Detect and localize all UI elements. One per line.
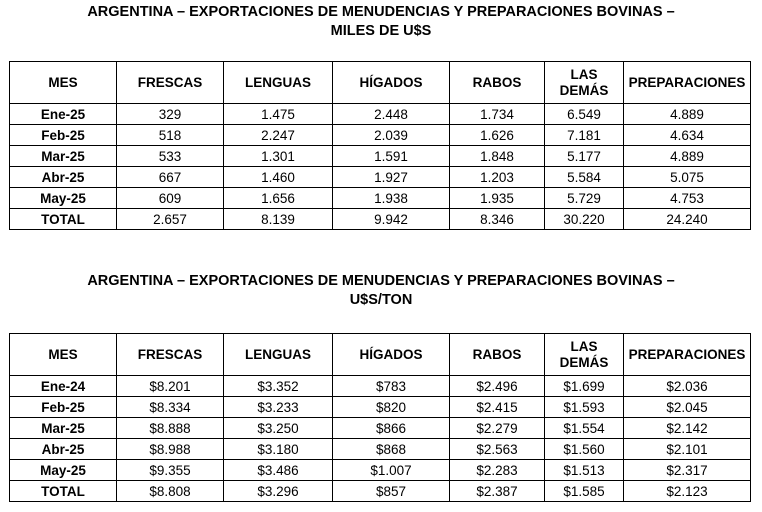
cell-preparaciones: $2.317 [624,460,751,481]
table2-title-line2: U$S/TON [349,292,413,308]
table-row [10,460,751,481]
cell-lenguas: $3.233 [224,397,333,418]
cell-frescas: 667 [117,167,224,188]
cell-lenguas: 2.247 [224,125,333,146]
cell-mes: TOTAL [10,481,117,502]
cell-rabos: 1.848 [450,146,545,167]
header-higados: HÍGADOS [333,334,450,376]
cell-higados: $783 [333,376,450,397]
cell-frescas: $8.808 [117,481,224,502]
cell-las-demas: $1.513 [545,460,624,481]
cell-lenguas: $3.486 [224,460,333,481]
header-lenguas: LENGUAS [224,334,333,376]
cell-rabos: 1.935 [450,188,545,209]
cell-frescas: 533 [117,146,224,167]
cell-mes: Feb-25 [10,397,117,418]
cell-higados: $866 [333,418,450,439]
cell-preparaciones: $2.045 [624,397,751,418]
cell-mes: TOTAL [10,209,117,230]
cell-mes: Abr-25 [10,167,117,188]
table-row [10,146,751,167]
table-row [10,104,751,125]
table-header-row [10,334,751,376]
cell-higados: 1.938 [333,188,450,209]
cell-lenguas: $3.296 [224,481,333,502]
cell-preparaciones: 24.240 [624,209,751,230]
cell-rabos: 1.203 [450,167,545,188]
cell-preparaciones: $2.123 [624,481,751,502]
total-row [10,209,751,230]
cell-preparaciones: 5.075 [624,167,751,188]
cell-frescas: $8.334 [117,397,224,418]
cell-mes: May-25 [10,460,117,481]
table1-title [0,3,762,41]
cell-lenguas: $3.180 [224,439,333,460]
cell-mes: Abr-25 [10,439,117,460]
cell-las-demas: $1.554 [545,418,624,439]
table-row [10,439,751,460]
cell-preparaciones: 4.634 [624,125,751,146]
cell-las-demas: 7.181 [545,125,624,146]
cell-preparaciones: 4.889 [624,146,751,167]
cell-lenguas: 8.139 [224,209,333,230]
cell-higados: 2.039 [333,125,450,146]
cell-lenguas: 1.301 [224,146,333,167]
cell-lenguas: 1.475 [224,104,333,125]
table-row [10,125,751,146]
table1-title-line1: ARGENTINA – EXPORTACIONES DE MENUDENCIAS Y PREPARACIONES BOVINAS – [87,4,675,20]
cell-mes: Ene-25 [10,104,117,125]
header-frescas: FRESCAS [117,62,224,104]
table-row [10,418,751,439]
total-row [10,481,751,502]
cell-rabos: $2.563 [450,439,545,460]
table-row [10,167,751,188]
cell-frescas: $8.888 [117,418,224,439]
cell-lenguas: $3.352 [224,376,333,397]
header-mes: MES [10,62,117,104]
cell-rabos: $2.415 [450,397,545,418]
cell-preparaciones: $2.101 [624,439,751,460]
table-row [10,188,751,209]
header-preparaciones: PREPARACIONES [624,62,751,104]
header-las-demas: LAS DEMÁS [545,62,624,104]
cell-frescas: 329 [117,104,224,125]
header-rabos: RABOS [450,62,545,104]
cell-higados: 9.942 [333,209,450,230]
cell-frescas: 518 [117,125,224,146]
cell-mes: Mar-25 [10,418,117,439]
cell-preparaciones: 4.753 [624,188,751,209]
header-las-demas: LAS DEMÁS [545,334,624,376]
table-row [10,397,751,418]
cell-higados: 1.591 [333,146,450,167]
cell-las-demas: $1.699 [545,376,624,397]
cell-rabos: $2.387 [450,481,545,502]
cell-higados: $868 [333,439,450,460]
cell-rabos: 8.346 [450,209,545,230]
cell-frescas: $8.201 [117,376,224,397]
cell-higados: 1.927 [333,167,450,188]
cell-rabos: $2.496 [450,376,545,397]
cell-mes: Mar-25 [10,146,117,167]
cell-lenguas: 1.460 [224,167,333,188]
table2-title [0,272,762,310]
header-higados: HÍGADOS [333,62,450,104]
cell-rabos: $2.283 [450,460,545,481]
cell-las-demas: 5.584 [545,167,624,188]
cell-rabos: 1.626 [450,125,545,146]
header-rabos: RABOS [450,334,545,376]
cell-las-demas: $1.560 [545,439,624,460]
cell-mes: May-25 [10,188,117,209]
cell-lenguas: 1.656 [224,188,333,209]
cell-preparaciones: $2.036 [624,376,751,397]
cell-frescas: 609 [117,188,224,209]
cell-higados: 2.448 [333,104,450,125]
table2-body [10,376,751,502]
table2-title-line1: ARGENTINA – EXPORTACIONES DE MENUDENCIAS Y PREPARACIONES BOVINAS – [87,273,675,289]
cell-preparaciones: $2.142 [624,418,751,439]
cell-rabos: 1.734 [450,104,545,125]
cell-las-demas: 30.220 [545,209,624,230]
table-header-row [10,62,751,104]
header-mes: MES [10,334,117,376]
cell-frescas: $8.988 [117,439,224,460]
table1-body [10,104,751,230]
cell-mes: Ene-24 [10,376,117,397]
cell-higados: $857 [333,481,450,502]
exports-usd-per-ton-table [9,333,751,502]
cell-las-demas: 5.177 [545,146,624,167]
cell-las-demas: $1.593 [545,397,624,418]
table1-title-line2: MILES DE U$S [330,23,432,39]
cell-frescas: 2.657 [117,209,224,230]
cell-lenguas: $3.250 [224,418,333,439]
cell-mes: Feb-25 [10,125,117,146]
cell-las-demas: 6.549 [545,104,624,125]
header-frescas: FRESCAS [117,334,224,376]
header-lenguas: LENGUAS [224,62,333,104]
cell-las-demas: 5.729 [545,188,624,209]
cell-rabos: $2.279 [450,418,545,439]
cell-frescas: $9.355 [117,460,224,481]
cell-higados: $1.007 [333,460,450,481]
exports-thousand-usd-table [9,61,751,230]
table-row [10,376,751,397]
header-preparaciones: PREPARACIONES [624,334,751,376]
cell-higados: $820 [333,397,450,418]
cell-preparaciones: 4.889 [624,104,751,125]
cell-las-demas: $1.585 [545,481,624,502]
